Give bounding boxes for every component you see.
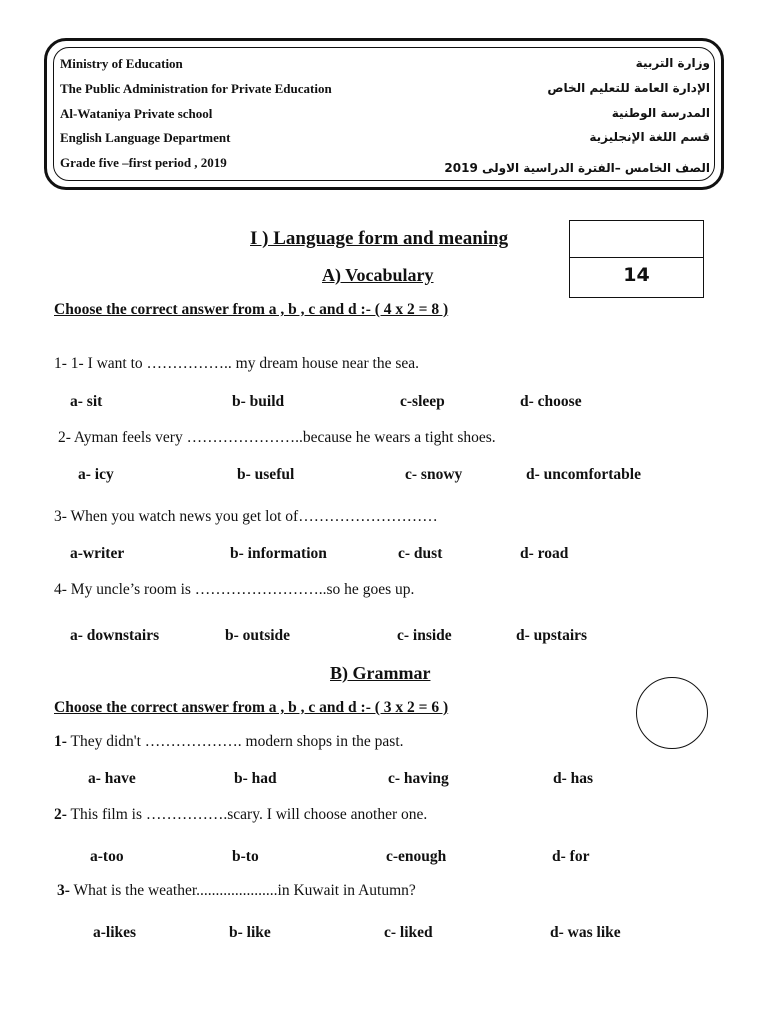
- grammar-question-2: [54, 806, 427, 824]
- grammar-q3-option-b[interactable]: b- like: [229, 924, 271, 941]
- vocab-q3-option-d[interactable]: d- road: [520, 545, 569, 562]
- department-ar: قسم اللغة الإنجليزية: [589, 130, 710, 144]
- vocab-q3-option-a[interactable]: a-writer: [70, 545, 125, 562]
- score-circle: [636, 677, 708, 749]
- grammar-title: B) Grammar: [330, 663, 431, 683]
- vocab-q3-option-c[interactable]: c- dust: [398, 545, 443, 562]
- grammar-q1-option-a[interactable]: a- have: [88, 770, 136, 787]
- grammar-q3-text: What is the weather.....................in Kuwait in Autumn?: [69, 882, 416, 899]
- vocabulary-title: A) Vocabulary: [322, 265, 434, 285]
- section-title: I ) Language form and meaning: [250, 228, 509, 249]
- grammar-q3-option-c[interactable]: c- liked: [384, 924, 433, 941]
- vocab-question-2: 2- Ayman feels very …………………..because he wears a tight shoes.: [58, 429, 496, 446]
- grammar-q2-option-b[interactable]: b-to: [232, 848, 259, 865]
- vocab-q2-option-c[interactable]: c- snowy: [405, 466, 463, 483]
- grammar-q3-option-a[interactable]: a-likes: [93, 924, 137, 941]
- vocab-question-1: 1- 1- I want to …………….. my dream house near the sea.: [54, 355, 420, 372]
- grammar-instruction: Choose the correct answer from a , b , c and d :- ( 3 x 2 = 6 ): [54, 699, 449, 716]
- vocab-question-3: 3- When you watch news you get lot of………………………: [54, 508, 438, 525]
- vocab-q1-option-a[interactable]: a- sit: [70, 393, 103, 410]
- vocab-q1-option-d[interactable]: d- choose: [520, 393, 582, 410]
- grammar-question-3: [57, 882, 416, 900]
- department-en: English Language Department: [60, 130, 231, 145]
- vocab-q2-option-b[interactable]: b- useful: [237, 466, 295, 483]
- vocabulary-instruction: Choose the correct answer from a , b , c and d :- ( 4 x 2 = 8 ): [54, 301, 449, 318]
- vocab-q3-option-b[interactable]: b- information: [230, 545, 327, 562]
- grade-period-en: Grade five –first period , 2019: [60, 155, 227, 170]
- grammar-q3-option-d[interactable]: d- was like: [550, 924, 621, 941]
- grammar-q2-option-c[interactable]: c-enough: [386, 848, 447, 865]
- vocab-q1-option-b[interactable]: b- build: [232, 393, 285, 410]
- vocab-q4-option-b[interactable]: b- outside: [225, 627, 291, 644]
- vocab-q1-option-c[interactable]: c-sleep: [400, 393, 445, 410]
- administration-ar: الإدارة العامة للتعليم الخاص: [547, 81, 710, 95]
- vocab-q4-option-d[interactable]: d- upstairs: [516, 627, 588, 644]
- score-value: 14: [623, 264, 650, 286]
- grammar-q1-option-c[interactable]: c- having: [388, 770, 449, 787]
- grade-period-ar: الصف الخامس –الفترة الدراسية الاولى 2019: [444, 161, 710, 175]
- administration-en: The Public Administration for Private Education: [60, 81, 332, 96]
- grammar-q1-option-b[interactable]: b- had: [234, 770, 277, 787]
- vocab-q2-option-d[interactable]: d- uncomfortable: [526, 466, 641, 483]
- grammar-q2-text: This film is …………….scary. I will choose another one.: [66, 806, 428, 823]
- ministry-en: Ministry of Education: [60, 56, 183, 71]
- ministry-ar: وزارة التربية: [635, 56, 710, 70]
- vocab-q4-option-a[interactable]: a- downstairs: [70, 627, 160, 644]
- grammar-q1-option-d[interactable]: d- has: [553, 770, 594, 787]
- grammar-question-1: [54, 733, 404, 751]
- score-box-bottom: [569, 258, 704, 298]
- school-en: Al-Wataniya Private school: [60, 106, 213, 121]
- school-ar: المدرسة الوطنية: [611, 106, 710, 120]
- grammar-q3-number: 3-: [57, 882, 70, 899]
- grammar-q1-text: They didn't ………………. modern shops in the past.: [66, 733, 404, 750]
- grammar-q1-number: 1-: [54, 733, 67, 750]
- grammar-q2-option-d[interactable]: d- for: [552, 848, 590, 865]
- grammar-q2-option-a[interactable]: a-too: [90, 848, 124, 865]
- vocab-q2-option-a[interactable]: a- icy: [78, 466, 114, 483]
- score-box-top: [569, 220, 704, 258]
- vocab-q4-option-c[interactable]: c- inside: [397, 627, 452, 644]
- vocab-question-4: 4- My uncle’s room is ……………………..so he goes up.: [54, 581, 415, 598]
- grammar-q2-number: 2-: [54, 806, 67, 823]
